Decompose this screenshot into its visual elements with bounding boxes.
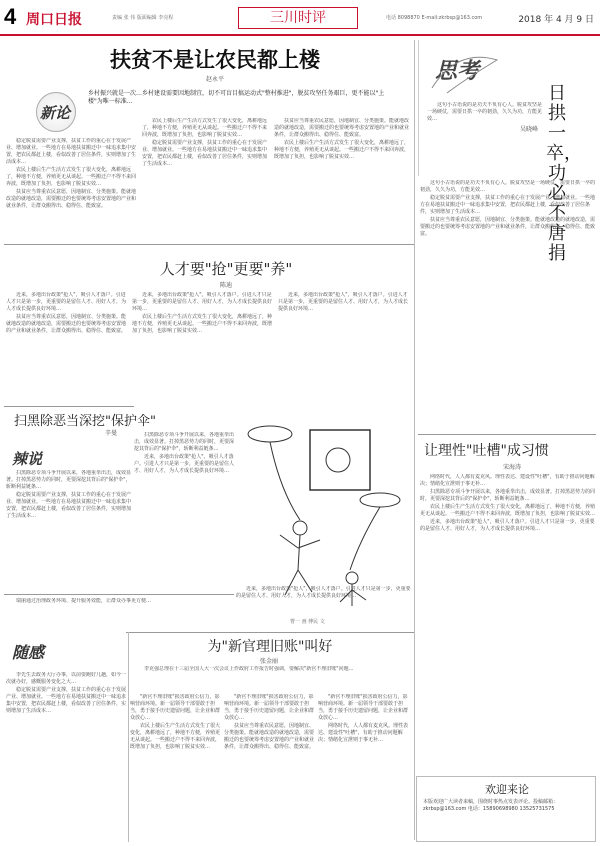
- main-author: 赵永平: [205, 76, 224, 83]
- debt-author: 张金丽: [259, 658, 278, 665]
- bottom-note-text: 瑞丽通过治理政务环境、提升服务效能，让群众办事更方便…: [16, 598, 152, 604]
- side-col-text: [420, 180, 596, 430]
- welcome-box: [416, 776, 596, 842]
- lashuo-badge: 辣说: [12, 450, 43, 468]
- divider: [418, 434, 596, 435]
- debt-col-2: [224, 694, 314, 842]
- debt-lead-text: 李克强总理在十三届全国人大一次会议上作政府工作报告时强调，要解决"新官不理旧账"问题…: [144, 666, 354, 672]
- page-number: 4: [4, 4, 17, 29]
- main-col-1-text-c: 扶贫应当尊重农民意愿，因地制宜、分类施策。能就地改造的就地改造，需要搬迁的也要统筹考虑安置地的产业和就业条件，让群众搬得出、稳得住、能致富。: [6, 189, 136, 209]
- editor-info: 责编 张 伟 版面编辑 李亮程: [112, 15, 174, 21]
- main-lead: 乡村振兴就是一次…乡村建设需要因地制宜，切不可盲目搞运动式"整村推进"，脱贫攻坚任务艰巨，更不能以"上楼"为唯一标准…: [88, 90, 385, 105]
- main-col-3-text-b: 农民上楼后生产生活方式发生了很大变化，离耕地远了，种地不方便，养殖更无从谈起。一些搬迁户不得不来回奔波，既增加了负担，也影响了脱贫实效…: [274, 140, 410, 160]
- bottom-left-text-b: 稳定脱贫需要产业支撑，扶贫工作的重心在于发展产业、增加就业。一些地方在易地扶贫搬迁中一味追求集中安置，把农民都赶上楼，看似改善了居住条件，实则增加了生活成本…: [6, 687, 126, 714]
- tucao-body: [420, 474, 596, 770]
- talent-col-2: [132, 292, 272, 402]
- debt-col-2-text-b: 扶贫应当尊重农民意愿，因地制宜、分类施策。能就地改造的就地改造，需要搬迁的也要统筹考虑安置地的产业和就业条件，让群众搬得出、稳得住、能致富。: [224, 723, 314, 750]
- page-header: [0, 0, 600, 36]
- gang-col-2-text-b: 近来，多地出台政策"抢人"，吸引人才落户。引进人才只是第一步，更重要的是留住人才、用好人才，为人才成长提供良好环境…: [134, 454, 234, 474]
- talent-col-1-text-b: 扶贫应当尊重农民意愿，因地制宜、分类施策。能就地改造的就地改造，需要搬迁的也要统筹考虑安置地的产业和就业条件，让群众搬得出、稳得住、能致富。: [6, 314, 126, 334]
- debt-col-3: [318, 694, 412, 842]
- talent-col-2-text-b: 农民上楼后生产生活方式发生了很大变化，离耕地远了，种地不方便，养殖更无从谈起。一些搬迁户不得不来回奔波，既增加了负担，也影响了脱贫实效…: [132, 314, 272, 334]
- main-col-1-text-b: 农民上楼后生产生活方式发生了很大变化，离耕地远了，种地不方便，养殖更无从谈起。一些搬迁户不得不来回奔波，既增加了负担，也影响了脱贫实效…: [6, 167, 136, 187]
- gang-body-text-b: 稳定脱贫需要产业支撑，扶贫工作的重心在于发展产业、增加就业。一些地方在易地扶贫搬迁中一味追求集中安置，把农民都赶上楼，看似改善了居住条件，实则增加了生活成本…: [6, 492, 132, 519]
- main-col-2-text-b: 稳定脱贫需要产业支撑，扶贫工作的重心在于发展产业、增加就业。一些地方在易地扶贫搬迁中一味追求集中安置，把农民都赶上楼，看似改善了居住条件，实则增加了生活成本…: [142, 140, 268, 167]
- talent-author: 陈迪: [219, 282, 232, 289]
- illus-text-p: 近来，多地出台政策"抢人"，吸引人才落户。引进人才只是第一步，更重要的是留住人才、用好人才，为人才成长提供良好环境…: [236, 586, 411, 599]
- side-article-title: 日拱一卒，功必不唐捐: [546, 83, 582, 264]
- bottom-note: [6, 598, 232, 628]
- tucao-author: 宋海涛: [502, 464, 521, 471]
- bottom-left-col: [6, 672, 126, 842]
- illustration-caption: 曹一 画 傅民 文: [290, 619, 325, 625]
- main-col-1-text: 稳定脱贫需要产业支撑，扶贫工作的重心在于发展产业、增加就业。一些地方在易地扶贫搬迁中一味追求集中安置，把农民都赶上楼，看似改善了居住条件，实则增加了生活成本…: [6, 138, 136, 165]
- debt-col-1: [130, 694, 220, 842]
- side-article-text: 这句小古语说的是功夫不负有心人。脱贫攻坚是一场硬仗，需要日拱一卒的韧劲，久久为功，方能见效…: [427, 102, 543, 122]
- debt-col-1-text: "新官不理旧账"损害政府公信力，影响营商环境。新一届领导干部要敢于担当，勇于接手历史遗留问题，让企业和群众放心…: [130, 694, 220, 721]
- main-col-1: [6, 138, 136, 268]
- gang-headline: 扫黑除恶当深挖"保护伞": [14, 414, 156, 429]
- welcome-body: 本版欢迎广大读者来稿，围绕时事热点发表评论。投稿邮箱：zkrbsp@163.com 电话：15890698980 13525731575: [423, 799, 559, 812]
- divider: [126, 632, 414, 633]
- debt-col-3-text: "新官不理旧账"损害政府公信力，影响营商环境。新一届领导干部要敢于担当，勇于接手历史遗留问题，让企业和群众放心…: [318, 694, 409, 721]
- section-title: 三川时评: [238, 7, 358, 29]
- tucao-body-text: 网络时代，人人都有麦克风。理性表达、建设性"吐槽"，有助于推动问题解决；情绪化宣泄则于事无补…: [420, 474, 595, 487]
- tucao-body-text-c: 农民上楼后生产生活方式发生了很大变化，离耕地远了，种地不方便，养殖更无从谈起。一些搬迁户不得不来回奔波，既增加了负担，也影响了脱贫实效…: [420, 504, 596, 517]
- main-col-3-text: 扶贫应当尊重农民意愿，因地制宜、分类施策。能就地改造的就地改造，需要搬迁的也要统筹考虑安置地的产业和就业条件，让群众搬得出、稳得住、能致富。: [274, 118, 410, 138]
- gang-col-2: [134, 432, 234, 582]
- talent-col-1: [6, 292, 126, 402]
- talent-col-3-text: 近来，多地出台政策"抢人"，吸引人才落户。引进人才只是第一步，更重要的是留住人才、用好人才，为人才成长提供良好环境…: [278, 292, 409, 312]
- gang-author: 辛曼: [104, 430, 117, 437]
- column-divider: [414, 40, 415, 840]
- paper-logo: 周口日报: [26, 12, 82, 28]
- suigan-badge: 随感: [12, 643, 45, 662]
- talent-headline: 人才要"抢"更要"养": [159, 260, 293, 278]
- sikao-badge: 思考: [435, 58, 480, 84]
- main-col-3: [274, 118, 412, 238]
- sikao-swirl-icon: [427, 48, 507, 98]
- side-col-text-c: 扶贫应当尊重农民意愿，因地制宜、分类施策。能就地改造的就地改造，需要搬迁的也要统筹考虑安置地的产业和就业条件，让群众搬得出、稳得住、能致富。: [420, 217, 596, 237]
- bottom-left-text: 李先生去政务大厅办事，以前要跑好几趟，如今一次就办好，感慨服务变化之大…: [6, 672, 126, 685]
- divider: [4, 594, 234, 595]
- issue-date: 2018 年 4 月 9 日: [518, 15, 594, 25]
- main-col-2: [142, 118, 268, 238]
- side-article-body: [427, 102, 543, 172]
- tucao-headline: 让理性"吐槽"成习惯: [424, 443, 549, 459]
- debt-col-2-text: "新官不理旧账"损害政府公信力，影响营商环境。新一届领导干部要敢于担当，勇于接手历史遗留问题，让企业和群众放心…: [224, 694, 314, 721]
- illus-text: [236, 586, 412, 616]
- main-col-2-text: 农民上楼后生产生活方式发生了很大变化，离耕地远了，种地不方便，养殖更无从谈起。一些搬迁户不得不来回奔波，既增加了负担，也影响了脱贫实效…: [142, 118, 268, 138]
- debt-headline: 为"新官理旧账"叫好: [207, 639, 333, 655]
- talent-col-1-text: 近来，多地出台政策"抢人"，吸引人才落户。引进人才只是第一步，更重要的是留住人才、用好人才，为人才成长提供良好环境…: [6, 292, 126, 312]
- debt-col-3-text-b: 网络时代，人人都有麦克风。理性表达、建设性"吐槽"，有助于推动问题解决；情绪化宣泄则于事无补…: [318, 723, 409, 743]
- talent-col-3: [278, 292, 412, 402]
- tucao-body-text-b: 扫黑除恶专项斗争开展以来，各地重拳出击，成效显著。打掉黑恶势力的同时，更要深挖其背后的"保护伞"，斩断利益链条…: [420, 489, 596, 502]
- tucao-body-text-d: 近来，多地出台政策"抢人"，吸引人才落户。引进人才只是第一步，更重要的是留住人才、用好人才，为人才成长提供良好环境…: [420, 519, 595, 532]
- divider: [4, 406, 134, 407]
- column-divider: [128, 632, 129, 842]
- gang-body: [6, 470, 132, 590]
- welcome-title: 欢迎来论: [485, 783, 529, 796]
- debt-lead: [134, 666, 410, 692]
- contact-info: 电话 8098870 E-mail:zkrbsp@163.com: [386, 15, 483, 21]
- gang-body-text: 扫黑除恶专项斗争开展以来，各地重拳出击，成效显著。打掉黑恶势力的同时，更要深挖其背后的"保护伞"，斩断利益链条…: [6, 470, 132, 490]
- debt-col-1-text-b: 农民上楼后生产生活方式发生了很大变化，离耕地远了，种地不方便，养殖更无从谈起。一些搬迁户不得不来回奔波，既增加了负担，也影响了脱贫实效…: [130, 723, 220, 750]
- side-article-author: 吴晓峰: [520, 126, 539, 133]
- talent-col-2-text: 近来，多地出台政策"抢人"，吸引人才落户。引进人才只是第一步，更重要的是留住人才、用好人才，为人才成长提供良好环境…: [132, 292, 272, 312]
- xinlun-badge: 新论: [40, 104, 71, 122]
- divider: [4, 244, 414, 245]
- lasso-illustration: [240, 410, 412, 610]
- gang-col-2-text: 扫黑除恶专项斗争开展以来，各地重拳出击，成效显著。打掉黑恶势力的同时，更要深挖其背后的"保护伞"，斩断利益链条…: [134, 432, 234, 452]
- main-headline: 扶贫不是让农民都上楼: [110, 47, 320, 72]
- side-col-text-b: 稳定脱贫需要产业支撑，扶贫工作的重心在于发展产业、增加就业。一些地方在易地扶贫搬迁中一味追求集中安置，把农民都赶上楼，看似改善了居住条件，实则增加了生活成本…: [420, 195, 596, 215]
- side-col-text-a: 这句小古语说的是功夫不负有心人。脱贫攻坚是一场硬仗，需要日拱一卒的韧劲，久久为功，方能见效…: [420, 180, 596, 193]
